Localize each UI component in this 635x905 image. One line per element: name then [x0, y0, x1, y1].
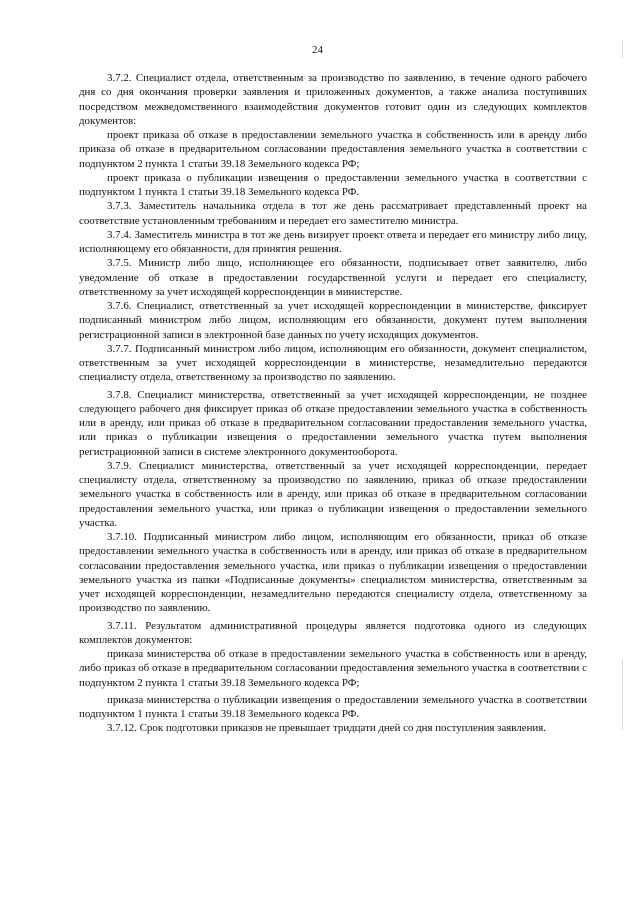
- document-body: [79, 71, 587, 736]
- paragraph-3-7-5: 3.7.5. Министр либо лицо, исполняющее его обязанности, подписывает ответ заявителю, либо уведомление об отказе в предоставлении государственной услуги и передает его специалисту, ответственному за учет исходящей корреспонденции в министерстве.: [79, 257, 587, 298]
- paragraph-3-7-6: 3.7.6. Специалист, ответственный за учет исходящей корреспонденции в министерстве, фиксирует подписанный министром либо лицом, исполняющим его обязанности, документ путем выполнения регистрационной записи в электронной базе данных по учету исходящих документов.: [79, 300, 587, 341]
- paragraph-3-7-7: 3.7.7. Подписанный министром либо лицом, исполняющим его обязанности, документ специалистом, ответственным за учет исходящей корреспонденции в министерстве, незамедлительно передаются специалисту отдела, ответственному за производство по заявлению.: [79, 342, 587, 384]
- scan-artifact: [622, 660, 623, 730]
- paragraph-3-7-2: 3.7.2. Специалист отдела, ответственным за производство по заявлению, в течение одного рабочего дня со дня окончания проверки заявления и приложенных документов, а также анализа поступивших посредством межведомственного взаимодействия документов готовит один из следующих комплектов документов:: [79, 72, 587, 127]
- paragraph-result-refusal: приказа министерства об отказе в предоставлении земельного участка в собственность или в аренду, либо приказ об отказе в предварительном согласовании предоставления земельного участка в соответствии с подпунктом 2 пункта 1 статьи 39.18 Земельного кодекса РФ;: [79, 648, 587, 689]
- paragraph-3-7-9: 3.7.9. Специалист министерства, ответственный за учет исходящей корреспонденции, передает специалисту отдела, ответственному за производство по заявлению, приказ об отказе предоставлении земельного участка в собственность или в аренду, или приказ об отказе в предварительном согласовании предоставления земельного участка, или приказ о публикации извещения о предоставлении земельного участка.: [79, 459, 587, 529]
- page-number: 24: [312, 44, 323, 56]
- paragraph-result-publication: приказа министерства о публикации извещения о предоставлении земельного участка в соответствии подпунктом 1 пункта 1 статьи 39.18 Земельного кодекса РФ.: [79, 693, 587, 720]
- paragraph-3-7-10: 3.7.10. Подписанный министром либо лицом, исполняющим его обязанности, приказ об отказе предоставлении земельного участка в собственность или в аренду, или приказ об отказе в предварительном согласовании предоставления земельного участка, или приказ о публикации извещения о предоставлении земельного участка из папки «Подписанные документы» специалистом министерства, ответственным за учет исходящей корреспонденции, незамедлительно передаются специалисту отдела, ответственному за производство по заявлению.: [79, 531, 587, 615]
- paragraph-3-7-11: 3.7.11. Результатом административной процедуры является подготовка одного из следующих комплектов документов:: [79, 619, 587, 646]
- paragraph-3-7-12: 3.7.12. Срок подготовки приказов не превышает тридцати дней со дня поступления заявления.: [107, 722, 546, 735]
- paragraph-option-publication: проект приказа о публикации извещения о предоставлении земельного участка в соответствии с подпунктом 1 пункта 1 статьи 39.18 Земельного кодекса РФ.: [79, 171, 587, 198]
- paragraph-3-7-8: 3.7.8. Специалист министерства, ответственный за учет исходящей корреспонденции, не позднее следующего рабочего дня фиксирует приказ об отказе предоставлении земельного участка в собственность или в аренду, или приказ об отказе в предварительном согласовании предоставления земельного участка, или приказ о публикации извещения о предоставлении земельного участка путем выполнения регистрационной записи в системе электронного документооборота.: [79, 388, 587, 458]
- paragraph-option-refusal: проект приказа об отказе в предоставлении земельного участка в собственность или в аренду либо приказа об отказе в предварительном согласовании предоставления земельного участка в соответствии с подпунктом 2 пункта 1 статьи 39.18 Земельного кодекса РФ;: [79, 129, 587, 170]
- paragraph-3-7-4: 3.7.4. Заместитель министра в тот же день визирует проект ответа и передает его министру либо лицу, исполняющему его обязанности, для принятия решения.: [79, 228, 587, 255]
- paragraph-3-7-3: 3.7.3. Заместитель начальника отдела в тот же день рассматривает представленный проект на соответствие установленным требованиям и передает его заместителю министра.: [79, 200, 587, 227]
